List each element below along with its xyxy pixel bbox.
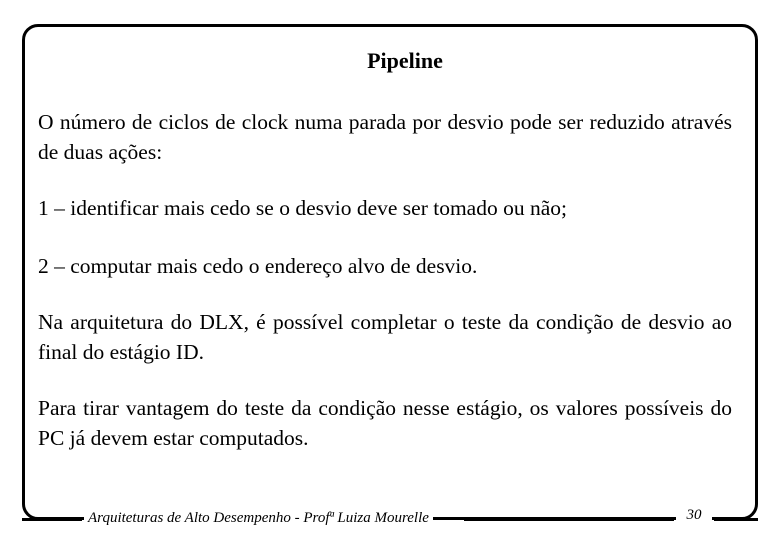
paragraph-item-2: 2 – computar mais cedo o endereço alvo de desvio.	[38, 254, 478, 278]
paragraph-intro: O número de ciclos de clock numa parada por desvio pode ser reduzido através de duas ações:	[38, 110, 732, 164]
paragraph-item-1: 1 – identificar mais cedo se o desvio deve ser tomado ou não;	[38, 196, 567, 220]
slide-title: Pipeline	[367, 48, 443, 73]
footer-rule-right	[714, 518, 758, 521]
page-number: 30	[676, 505, 712, 525]
footer-text: Arquiteturas de Alto Desempenho - Profª Luiza Mourelle	[84, 508, 433, 528]
paragraph-pc: Para tirar vantagem do teste da condição nesse estágio, os valores possíveis do PC já devem estar computados.	[38, 396, 732, 450]
footer-rule-left	[22, 518, 82, 521]
paragraph-dlx: Na arquitetura do DLX, é possível completar o teste da condição de desvio ao final do estágio ID.	[38, 310, 732, 364]
footer-rule-middle	[464, 518, 674, 521]
